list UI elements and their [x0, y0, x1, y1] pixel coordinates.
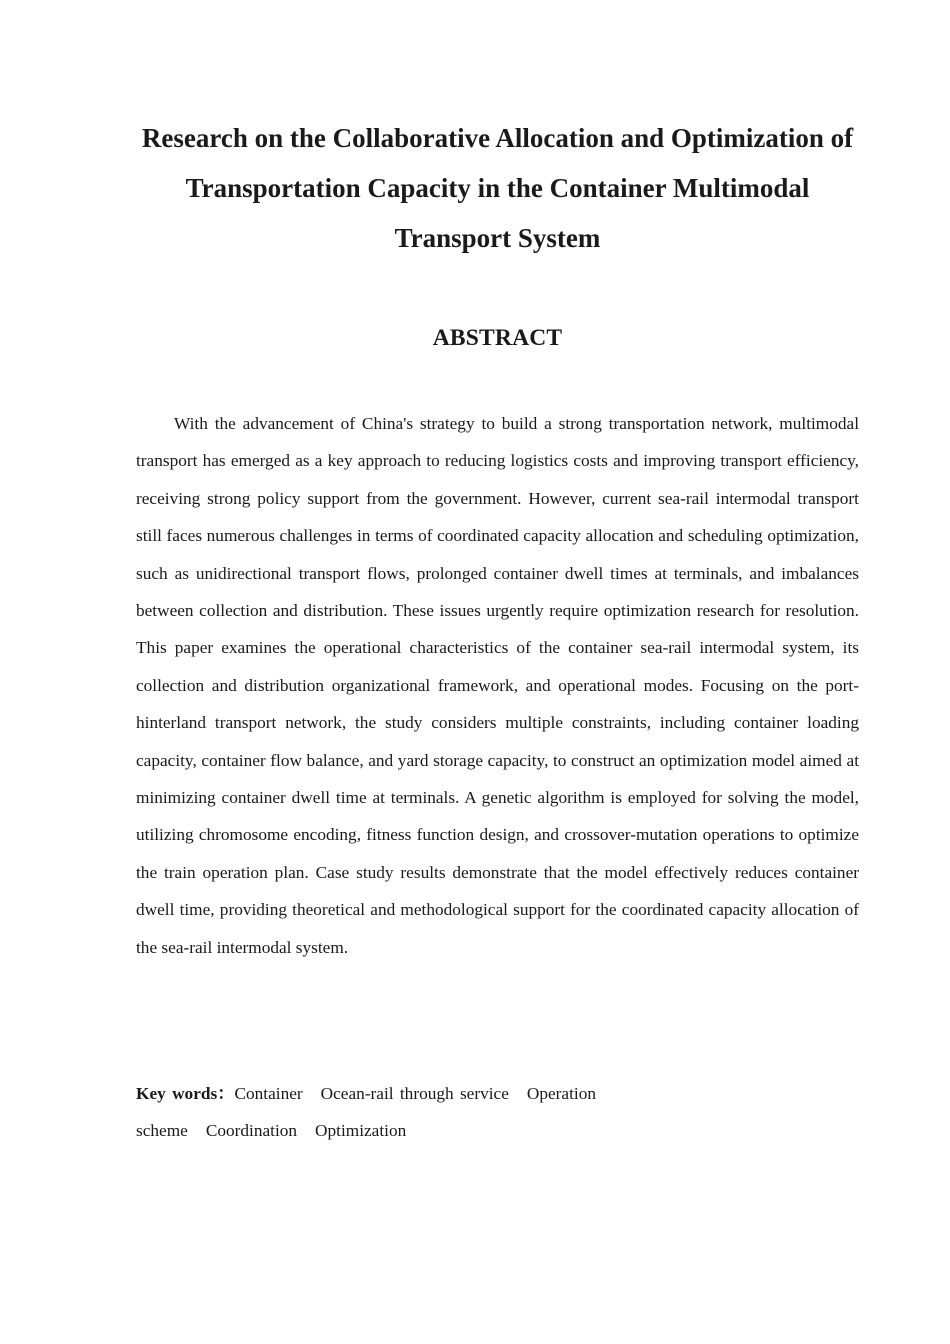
- keyword-item: Container: [234, 1084, 303, 1103]
- keyword-item: Coordination: [205, 1121, 298, 1141]
- keyword-item: Ocean-rail through service: [320, 1084, 509, 1103]
- keyword-item: Operation scheme: [136, 1084, 596, 1141]
- keywords-line: [136, 1075, 859, 1150]
- keywords-label: Key words：: [136, 1084, 235, 1103]
- paper-title: Research on the Collaborative Allocation and Optimization of Transportation Capacity in the Container Multimodal Transport System: [141, 123, 854, 253]
- keyword-item: Optimization: [315, 1121, 407, 1141]
- abstract-heading: ABSTRACT: [432, 325, 563, 351]
- abstract-body: With the advancement of China's strategy to build a strong transportation network, multimodal transport has emerged as a key approach to reducing logistics costs and improving transport efficiency, receiving strong policy support from the government. However, current sea-rail intermodal transport still faces numerous challenges in terms of coordinated capacity allocation and scheduling optimization, such as unidirectional transport flows, prolonged container dwell times at terminals, and imbalances between collection and distribution. These issues urgently require optimization research for resolution. This paper examines the operational characteristics of the container sea-rail intermodal system, its collection and distribution organizational framework, and operational modes. Focusing on the port-hinterland transport network, the study considers multiple constraints, including container loading capacity, container flow balance, and yard storage capacity, to construct an optimization model aimed at minimizing container dwell time at terminals. A genetic algorithm is employed for solving the model, utilizing chromosome encoding, fitness function design, and crossover-mutation operations to optimize the train operation plan. Case study results demonstrate that the model effectively reduces container dwell time, providing theoretical and methodological support for the coordinated capacity allocation of the sea-rail intermodal system.: [136, 414, 859, 957]
